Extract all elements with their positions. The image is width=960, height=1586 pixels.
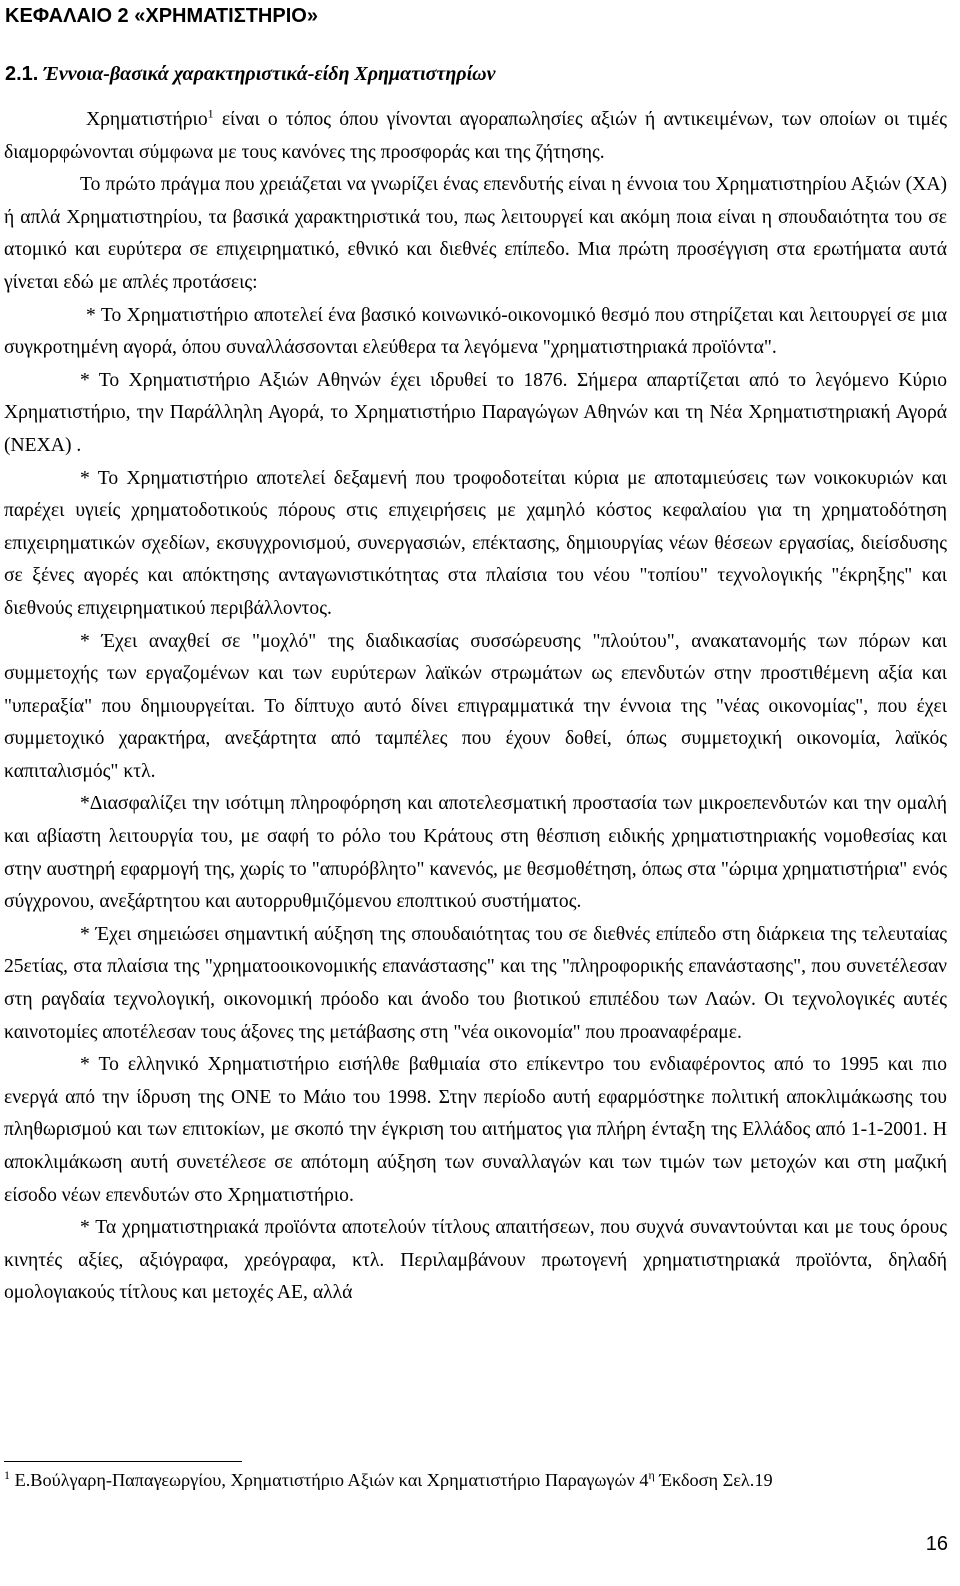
body-text — [4, 104, 947, 1310]
bullet-paragraph: * Έχει σημειώσει σημαντική αύξηση της σπουδαιότητας του σε διεθνές επίπεδο στη διάρκεια της τελευταίας 25ετίας, στα πλαίσια της "χρηματοοικονομικής επανάστασης" και της "πληροφορικής επανάστασης", που συνετέλεσαν στη ραγδαία τεχνολογική, οικονομική πρόοδο και άνοδο του βιοτικού επιπέδου των Λαών. Οι τεχνολογικές αυτές καινοτομίες αποτέλεσαν τους άξονες της μετάβασης στη "νέα οικονομία" που προαναφέραμε. — [4, 923, 947, 1043]
page-number: 16 — [925, 1533, 948, 1555]
bullet-paragraph: * Το Χρηματιστήριο αποτελεί δεξαμενή που τροφοδοτείται κύρια με αποταμιεύσεις των νοικοκυριών και παρέχει υγιείς χρηματοδοτικούς πόρους στις επιχειρήσεις με χαμηλό κόστος κεφαλαίου για τη χρηματοδότηση επιχειρηματικών σχεδίων, εκσυγχρονισμού, συνεργασιών, επέκτασης, δημιουργίας νέων θέσεων εργασίας, διείσδυσης σε ξένες αγορές και απόκτησης ανταγωνιστικότητας στα πλαίσια του νέου "τοπίου" τεχνολογικής "έκρηξης" και διεθνούς επιχειρηματικού περιβάλλοντος. — [4, 467, 947, 619]
bullet-paragraph: *Διασφαλίζει την ισότιμη πληροφόρηση και αποτελεσματική προστασία των μικροεπενδυτών και την ομαλή και αβίαστη λειτουργία του, με σαφή το ρόλο του Κράτους στη θέσπιση ειδικής χρηματιστηριακής νομοθεσίας και στην αυστηρή εφαρμογή της, χωρίς το "απυρόβλητο" κανενός, με θεσμοθέτηση, όπως στα "ώριμα χρηματιστήρια" ενός σύγχρονου, ανεξάρτητου και αυτορρυθμιζόμενου εποπτικού συστήματος. — [4, 793, 947, 913]
footnote-reference: 1 — [207, 106, 214, 121]
paragraph: Το πρώτο πράγμα που χρειάζεται να γνωρίζει ένας επενδυτής είναι η έννοια του Χρηματιστηρίου Αξιών (ΧΑ) ή απλά Χρηματιστηρίου, τα βασικά χαρακτηριστικά του, πως λειτουργεί και ακόμη ποια είναι η σπουδαιότητα του σε ατομικό και ευρύτερα σε επιχειρηματικό, εθνικό και διεθνές επίπεδο. Μια πρώτη προσέγγιση στα ερωτήματα αυτά γίνεται εδώ με απλές προτάσεις: — [4, 174, 947, 293]
footnote-text: Ε.Βούλγαρη-Παπαγεωργίου, Χρηματιστήριο Αξιών και Χρηματιστήριο Παραγωγών 4 — [10, 1470, 649, 1490]
section-heading — [5, 62, 496, 86]
footnote-text-end: Έκδοση Σελ.19 — [654, 1470, 773, 1490]
footnote-marker: 1 — [4, 1467, 10, 1482]
bullet-paragraph: * Τα χρηματιστηριακά προϊόντα αποτελούν τίτλους απαιτήσεων, που συχνά συναντούνται και με τους όρους κινητές αξίες, αξιόγραφα, χρεόγραφα, κτλ. Περιλαμβάνουν πρωτογενή χρηματιστηριακά προϊόντα, δηλαδή ομολογιακούς τίτλους και μετοχές ΑΕ, αλλά — [4, 1217, 947, 1304]
footnote — [4, 1468, 773, 1492]
paragraph-text: είναι ο τόπος όπου γίνονται αγοραπωλησίες αξιών ή αντικειμένων, των οποίων οι τιμές διαμορφώνονται σύμφωνα με τους κανόνες της προσφοράς και της ζήτησης. — [4, 109, 947, 163]
paragraph-text: Χρηματιστήριο — [86, 109, 208, 130]
paragraph-definition — [4, 104, 947, 169]
bullet-paragraph: * Το Χρηματιστήριο αποτελεί ένα βασικό κοινωνικό-οικονομικό θεσμό που στηρίζεται και λειτουργεί σε μια συγκροτημένη αγορά, όπου συναλλάσσονται ελεύθερα τα λεγόμενα "χρηματιστηριακά προϊόντα". — [4, 304, 947, 359]
footnote-superscript: η — [648, 1467, 655, 1482]
bullet-paragraph: * Το ελληνικό Χρηματιστήριο εισήλθε βαθμιαία στο επίκεντρο του ενδιαφέροντος από το 1995 και πιο ενεργά από την ίδρυση της ΟΝΕ το Μάιο του 1998. Στην περίοδο αυτή εφαρμόστηκε πολιτική αποκλιμάκωσης του πληθωρισμού και των επιτοκίων, με σκοπό την έγκριση του αιτήματος για πλήρη ένταξη της Ελλάδος από 1-1-2001. Η αποκλιμάκωση αυτή συνετέλεσε σε απότομη αύξηση των συναλλαγών και των τιμών των μετοχών και στη μαζική είσοδο νέων επενδυτών στο Χρηματιστήριο. — [4, 1054, 947, 1206]
section-title: Έννοια-βασικά χαρακτηριστικά-είδη Χρηματιστηρίων — [43, 63, 496, 85]
bullet-paragraph: * Το Χρηματιστήριο Αξιών Αθηνών έχει ιδρυθεί το 1876. Σήμερα απαρτίζεται από το λεγόμενο Κύριο Χρηματιστήριο, την Παράλληλη Αγορά, το Χρηματιστήριο Παραγώγων Αθηνών και τη Νέα Χρηματιστηριακή Αγορά (ΝΕΧΑ) . — [4, 369, 947, 456]
bullet-paragraph: * Έχει αναχθεί σε "μοχλό" της διαδικασίας συσσώρευσης "πλούτου", ανακατανομής των πόρων και συμμετοχής των εργαζομένων και των ευρύτερων λαϊκών στρωμάτων ως επενδυτών στην προστιθέμενη αξία και "υπεραξία" που δημιουργείται. Το δίπτυχο αυτό δίνει επιγραμματικά την έννοια της "νέας οικονομίας", που έχει συμμετοχικό χαρακτήρα, ανεξάρτητα από ταμπέλες που έχουν δοθεί, όπως συμμετοχική οικονομία, λαϊκός καπιταλισμός" κτλ. — [4, 630, 947, 782]
chapter-title: ΚΕΦΑΛΑΙΟ 2 «ΧΡΗΜΑΤΙΣΤΗΡΙΟ» — [5, 5, 318, 27]
section-number: 2.1. — [5, 63, 39, 85]
footnote-separator — [4, 1461, 242, 1462]
